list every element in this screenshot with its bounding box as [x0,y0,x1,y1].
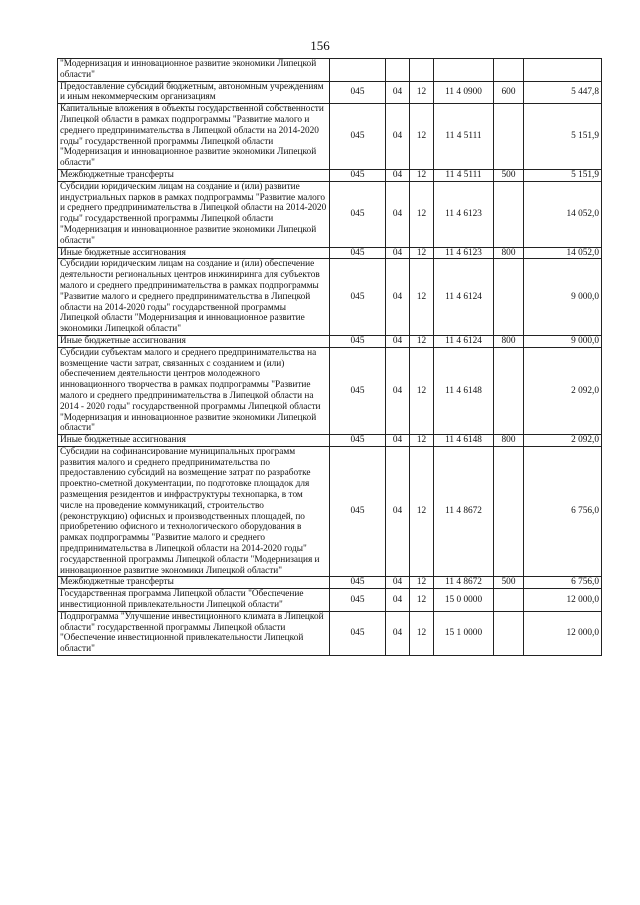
table-row [58,259,602,336]
row-section-cell: 04 [386,169,410,181]
row-name-cell: Субсидии юридическим лицам на создание и (или) обеспечение деятельности региональных центров инжиниринга для субъектов малого и среднего предпринимательства в рамках подпрограммы "Развитие малого и среднего предпринимательства в Липецкой области на 2014-2020 годы" государственной программы Липецкой области "Модернизация и инновационное развитие экономики Липецкой области" [58,259,330,336]
row-glava-cell: 045 [330,577,386,589]
row-subsection-cell: 12 [410,577,434,589]
row-sum-cell: 9 000,0 [524,259,602,336]
row-target-article-cell: 11 4 6148 [434,347,494,434]
row-target-article-cell: 11 4 5111 [434,104,494,170]
row-target-article-cell: 11 4 8672 [434,577,494,589]
row-sum-cell: 2 092,0 [524,435,602,447]
row-glava-cell: 045 [330,435,386,447]
table-row [58,104,602,170]
table-row [58,435,602,447]
row-section-cell: 04 [386,589,410,612]
row-subsection-cell: 12 [410,335,434,347]
row-subsection-cell: 12 [410,169,434,181]
row-section-cell: 04 [386,577,410,589]
budget-table [57,58,602,656]
row-subsection-cell [410,59,434,82]
row-subsection-cell: 12 [410,589,434,612]
row-target-article-cell: 15 1 0000 [434,611,494,655]
row-target-article-cell: 11 4 5111 [434,169,494,181]
row-section-cell: 04 [386,259,410,336]
table-row [58,59,602,82]
row-subsection-cell: 12 [410,435,434,447]
row-name-cell: Субсидии субъектам малого и среднего предпринимательства на возмещение части затрат, связанных с созданием и (или) обеспечением деятельности центров молодежного инновационного творчества в рамках подпрограммы "Развитие малого и среднего предпринимательства в Липецкой области на 2014 - 2020 годы" государственной программы Липецкой области "Модернизация и инновационное развитие экономики Липецкой области" [58,347,330,434]
row-name-cell: Государственная программа Липецкой области "Обеспечение инвестиционной привлекательности Липецкой области" [58,589,330,612]
row-name-cell: Подпрограмма "Улучшение инвестиционного климата в Липецкой области" государственной программы Липецкой области "Обеспечение инвестиционной привлекательности Липецкой области" [58,611,330,655]
row-target-article-cell: 15 0 0000 [434,589,494,612]
row-sum-cell: 2 092,0 [524,347,602,434]
row-subsection-cell: 12 [410,247,434,259]
row-target-article-cell: 11 4 6148 [434,435,494,447]
row-glava-cell: 045 [330,169,386,181]
row-sum-cell: 9 000,0 [524,335,602,347]
row-expense-type-cell [494,181,524,247]
row-expense-type-cell: 600 [494,81,524,104]
row-section-cell [386,59,410,82]
row-name-cell: Иные бюджетные ассигнования [58,247,330,259]
table-body [58,59,602,656]
row-glava-cell: 045 [330,104,386,170]
row-target-article-cell: 11 4 6123 [434,181,494,247]
row-expense-type-cell: 500 [494,169,524,181]
row-expense-type-cell: 500 [494,577,524,589]
row-glava-cell: 045 [330,446,386,577]
row-sum-cell: 12 000,0 [524,589,602,612]
row-glava-cell [330,59,386,82]
row-target-article-cell: 11 4 6124 [434,259,494,336]
row-glava-cell: 045 [330,259,386,336]
row-glava-cell: 045 [330,181,386,247]
row-name-cell: Межбюджетные трансферты [58,577,330,589]
row-target-article-cell: 11 4 6124 [434,335,494,347]
row-glava-cell: 045 [330,347,386,434]
row-name-cell: Иные бюджетные ассигнования [58,335,330,347]
table-row [58,247,602,259]
row-section-cell: 04 [386,181,410,247]
row-expense-type-cell [494,59,524,82]
row-expense-type-cell [494,259,524,336]
table-row [58,577,602,589]
row-glava-cell: 045 [330,247,386,259]
row-subsection-cell: 12 [410,611,434,655]
row-name-cell: Субсидии юридическим лицам на создание и (или) развитие индустриальных парков в рамках подпрограммы "Развитие малого и среднего предпринимательства в Липецкой области на 2014-2020 годы" государственной программы Липецкой области "Модернизация и инновационное развитие экономики Липецкой области" [58,181,330,247]
row-expense-type-cell [494,611,524,655]
row-subsection-cell: 12 [410,181,434,247]
row-section-cell: 04 [386,81,410,104]
table-row [58,81,602,104]
row-subsection-cell: 12 [410,259,434,336]
table-row [58,589,602,612]
row-sum-cell: 14 052,0 [524,247,602,259]
row-expense-type-cell [494,347,524,434]
row-glava-cell: 045 [330,589,386,612]
row-subsection-cell: 12 [410,446,434,577]
page-number: 156 [310,38,330,53]
row-target-article-cell: 11 4 8672 [434,446,494,577]
row-glava-cell: 045 [330,81,386,104]
row-name-cell: "Модернизация и инновационное развитие экономики Липецкой области" [58,59,330,82]
row-glava-cell: 045 [330,611,386,655]
table-row [58,611,602,655]
row-section-cell: 04 [386,247,410,259]
row-section-cell: 04 [386,435,410,447]
table-row [58,181,602,247]
row-expense-type-cell [494,589,524,612]
table-row [58,335,602,347]
row-sum-cell [524,59,602,82]
row-section-cell: 04 [386,347,410,434]
row-section-cell: 04 [386,104,410,170]
row-expense-type-cell: 800 [494,247,524,259]
table-row [58,347,602,434]
row-expense-type-cell [494,104,524,170]
row-expense-type-cell: 800 [494,335,524,347]
row-target-article-cell: 11 4 0900 [434,81,494,104]
row-glava-cell: 045 [330,335,386,347]
row-target-article-cell: 11 4 6123 [434,247,494,259]
row-name-cell: Предоставление субсидий бюджетным, автономным учреждениям и иным некоммерческим организациям [58,81,330,104]
row-sum-cell: 5 151,9 [524,104,602,170]
row-sum-cell: 5 447,8 [524,81,602,104]
row-sum-cell: 5 151,9 [524,169,602,181]
table-row [58,169,602,181]
row-section-cell: 04 [386,446,410,577]
row-section-cell: 04 [386,611,410,655]
row-name-cell: Иные бюджетные ассигнования [58,435,330,447]
row-name-cell: Межбюджетные трансферты [58,169,330,181]
row-subsection-cell: 12 [410,104,434,170]
row-name-cell: Капитальные вложения в объекты государственной собственности Липецкой области в рамках подпрограммы "Развитие малого и среднего предпринимательства в Липецкой области на 2014-2020 годы" государственной программы Липецкой области "Модернизация и инновационное развитие экономики Липецкой области" [58,104,330,170]
row-sum-cell: 14 052,0 [524,181,602,247]
row-expense-type-cell [494,446,524,577]
row-subsection-cell: 12 [410,347,434,434]
row-name-cell: Субсидии на софинансирование муниципальных программ развития малого и среднего предпринимательства по предоставлению субсидий на возмещение затрат по разработке проектно-сметной документации, по подготовке площадок для размещения резидентов и инфраструктуры технопарка, в том числе на проведение коммуникаций, строительство (реконструкцию) офисных и производственных площадей, по приобретению офисного и технологического оборудования в рамках подпрограммы "Развитие малого и среднего предпринимательства в Липецкой области на 2014-2020 годы" государственной программы Липецкой области "Модернизация и инновационное развитие экономики Липецкой области" [58,446,330,577]
row-target-article-cell [434,59,494,82]
row-subsection-cell: 12 [410,81,434,104]
row-expense-type-cell: 800 [494,435,524,447]
row-sum-cell: 12 000,0 [524,611,602,655]
row-section-cell: 04 [386,335,410,347]
table-row [58,446,602,577]
row-sum-cell: 6 756,0 [524,577,602,589]
row-sum-cell: 6 756,0 [524,446,602,577]
